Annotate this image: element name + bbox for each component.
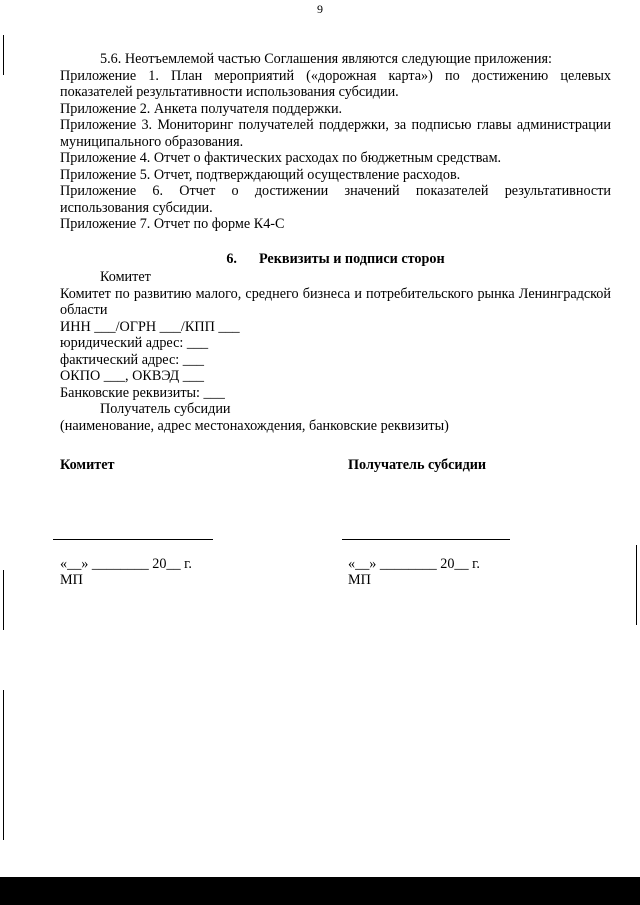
legal-address: юридический адрес: ___ <box>60 335 209 351</box>
inn-line: ИНН ___/ОГРН ___/КПП ___ <box>60 318 240 335</box>
scan-bottom-edge <box>0 877 640 905</box>
section-number: 6. <box>226 250 237 267</box>
appendix-item-5: Приложение 5. Отчет, подтверждающий осуществление расходов. <box>60 166 461 183</box>
scan-margin-line-left-lower <box>3 570 4 630</box>
signature-right-stamp: МП <box>348 572 371 588</box>
signature-left-date: «__» ________ 20__ г. <box>60 556 192 572</box>
appendix-item-2: Приложение 2. Анкета получателя поддержки. <box>60 100 343 117</box>
signature-right-date: «__» ________ 20__ г. <box>348 556 480 572</box>
recipient-heading: Получатель субсидии <box>100 401 231 417</box>
appendix-intro: 5.6. Неотъемлемой частью Соглашения являются следующие приложения: <box>100 51 552 67</box>
recipient-note: (наименование, адрес местонахождения, банковские реквизиты) <box>60 417 449 434</box>
bank-details: Банковские реквизиты: ___ <box>60 384 225 401</box>
section-title: Реквизиты и подписи сторон <box>258 250 445 267</box>
signature-left-stamp: МП <box>60 572 83 588</box>
page-number: 9 <box>317 2 323 16</box>
scan-margin-line-left <box>3 35 4 75</box>
section-heading <box>60 251 611 268</box>
signature-line-right <box>342 539 510 540</box>
document-body <box>60 51 611 434</box>
okpo-line: ОКПО ___, ОКВЭД ___ <box>60 368 204 384</box>
appendix-item-6: Приложение 6. Отчет о достижении значений показателей результативности использования субсидии. <box>60 183 611 216</box>
scan-margin-line-right <box>636 545 637 625</box>
appendix-item-1: Приложение 1. План мероприятий («дорожная карта») по достижению целевых показателей результативности использования субсидии. <box>60 67 611 100</box>
signature-left-title: Комитет <box>60 457 115 473</box>
signature-block-left <box>60 457 114 473</box>
appendix-item-4: Приложение 4. Отчет о фактических расходах по бюджетным средствам. <box>60 150 502 166</box>
scan-margin-line-left-bottom <box>3 690 4 840</box>
actual-address: фактический адрес: ___ <box>60 351 205 368</box>
committee-heading: Комитет <box>100 269 151 285</box>
signature-right-title: Получатель субсидии <box>348 457 487 473</box>
signature-line-left <box>53 539 213 540</box>
signature-block-right <box>348 457 486 473</box>
committee-name: Комитет по развитию малого, среднего бизнеса и потребительского рынка Ленинградской области <box>60 285 611 318</box>
appendix-item-3: Приложение 3. Мониторинг получателей поддержки, за подписью главы администрации муниципального образования. <box>60 117 611 150</box>
date-block-right <box>348 556 480 588</box>
date-block-left <box>60 556 192 588</box>
appendix-item-7: Приложение 7. Отчет по форме К4-С <box>60 216 285 232</box>
